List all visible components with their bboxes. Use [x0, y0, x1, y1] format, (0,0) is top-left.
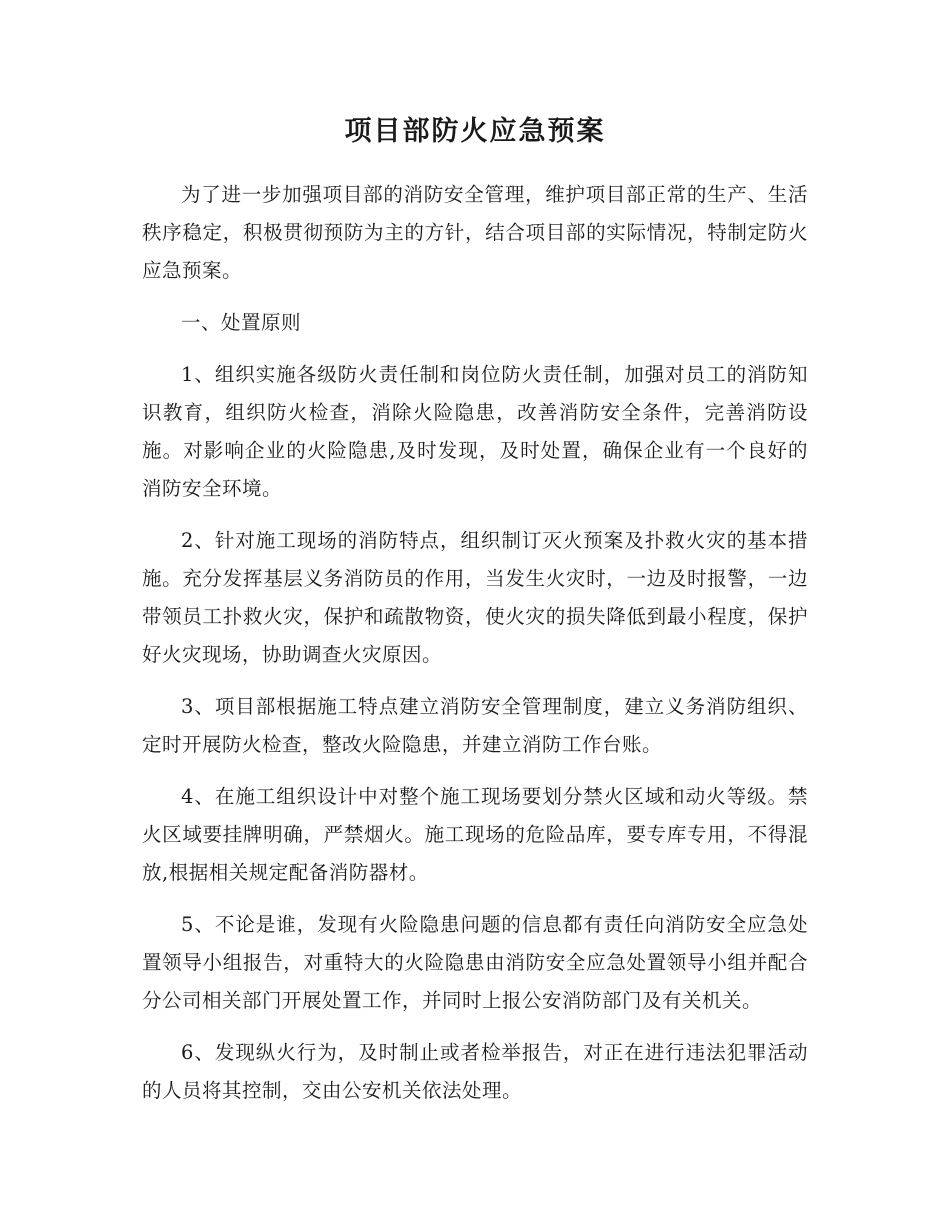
principle-item-2: 2、针对施工现场的消防特点，组织制订灭火预案及扑救火灾的基本措施。充分发挥基层义务消防员的作用，当发生火灾时，一边及时报警，一边带领员工扑救火灾，保护和疏散物资，使火灾的损失降低到最小程度，保护好火灾现场，协助调查火灾原因。	[142, 529, 808, 666]
section-heading-principles: 一、处置原则	[181, 311, 302, 334]
principle-item-5: 5、不论是谁，发现有火险隐患问题的信息都有责任向消防安全应急处置领导小组报告，对重特大的火险隐患由消防安全应急处置领导小组并配合分公司相关部门开展处置工作，并同时上报公安消防部门及有关机关。	[142, 913, 808, 1012]
document-title: 项目部防火应急预案	[344, 116, 606, 147]
principle-item-1: 1、组织实施各级防火责任制和岗位防火责任制，加强对员工的消防知识教育，组织防火检查，消除火险隐患，改善消防安全条件，完善消防设施。对影响企业的火险隐患,及时发现，及时处置，确保企业有一个良好的消防安全环境。	[142, 363, 808, 500]
principle-item-6: 6、发现纵火行为，及时制止或者检举报告，对正在进行违法犯罪活动的人员将其控制，交由公安机关依法处理。	[142, 1041, 808, 1102]
principle-item-3: 3、项目部根据施工特点建立消防安全管理制度，建立义务消防组织、定时开展防火检查，整改火险隐患，并建立消防工作台账。	[142, 695, 808, 756]
intro-paragraph: 为了进一步加强项目部的消防安全管理，维护项目部正常的生产、生活秩序稳定，积极贯彻预防为主的方针，结合项目部的实际情况，特制定防火应急预案。	[142, 183, 808, 282]
document-page	[142, 108, 808, 1124]
principle-item-4: 4、在施工组织设计中对整个施工现场要划分禁火区域和动火等级。禁火区域要挂牌明确，严禁烟火。施工现场的危险品库，要专库专用，不得混放,根据相关规定配备消防器材。	[142, 785, 808, 884]
